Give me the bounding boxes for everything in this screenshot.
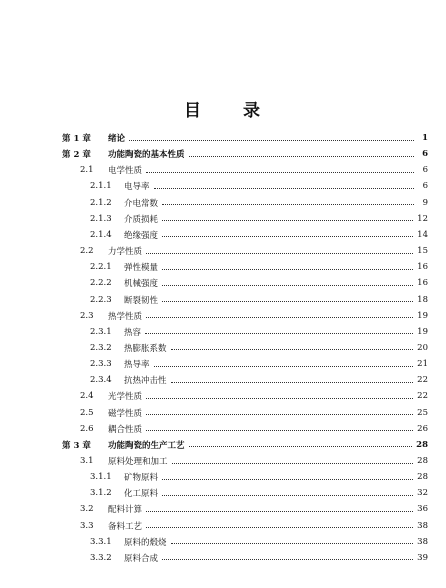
toc-leader-dots: [146, 398, 413, 399]
toc-section-row[interactable]: [80, 421, 428, 437]
toc-entry-label: 热学性质: [108, 311, 143, 322]
toc-title: [0, 96, 446, 121]
toc-entry-page: 26: [417, 423, 428, 434]
toc-entry-label: 原料处理和加工: [108, 457, 168, 467]
toc-leader-dots: [146, 172, 414, 173]
toc-entry-number: 3.3.1: [90, 536, 112, 547]
toc-entry-label: 功能陶瓷的生产工艺: [108, 440, 185, 451]
toc-section-row[interactable]: [90, 356, 428, 372]
toc-leader-dots: [154, 366, 414, 367]
toc-entry-label: 热导率: [124, 360, 150, 371]
toc-entry-page: 36: [417, 504, 428, 515]
toc-entry-page: 22: [417, 391, 428, 402]
toc-leader-dots: [146, 253, 413, 254]
toc-leader-dots: [145, 333, 413, 334]
toc-section-row[interactable]: [90, 469, 428, 485]
toc-entry-number: 3.3: [80, 520, 94, 531]
toc-section-row[interactable]: [90, 534, 428, 550]
toc-entry-label: 原料的煅烧: [124, 537, 167, 548]
toc-entry-number: 2.1.3: [90, 213, 112, 224]
toc-section-row[interactable]: [80, 388, 428, 404]
toc-entry-number: 2.5: [80, 407, 94, 418]
toc-leader-dots: [154, 188, 414, 189]
toc-entry-label: 备料工艺: [108, 521, 143, 532]
toc-leader-dots: [189, 156, 414, 157]
toc-leader-dots: [162, 559, 413, 560]
toc-entry-label: 原料合成: [124, 553, 159, 564]
toc-section-row[interactable]: [90, 550, 428, 566]
toc-leader-dots: [171, 382, 414, 383]
toc-section-row[interactable]: [80, 162, 428, 178]
toc-entry-label: 矿物原料: [124, 473, 159, 484]
toc-title-right: 录: [243, 101, 262, 121]
toc-entry-number: 第 1 章: [62, 134, 91, 144]
toc-leader-dots: [171, 349, 414, 350]
toc-entry-label: 抗热冲击性: [124, 376, 167, 387]
toc-entry-page: 9: [422, 197, 428, 208]
toc-section-row[interactable]: [80, 243, 428, 259]
toc-leader-dots: [162, 301, 413, 302]
toc-entry-number: 2.1.1: [90, 181, 112, 192]
toc-entry-page: 28: [417, 472, 428, 483]
toc-entry-page: 6: [422, 165, 428, 176]
toc-leader-dots: [162, 220, 413, 221]
toc-leader-dots: [162, 285, 413, 286]
toc-leader-dots: [162, 204, 414, 205]
toc-entry-page: 1: [422, 133, 428, 143]
toc-entry-number: 2.1.4: [90, 229, 112, 240]
toc-section-row[interactable]: [90, 485, 428, 501]
toc-entry-number: 2.2.2: [90, 278, 112, 289]
toc-title-left: 目: [184, 101, 203, 121]
toc-entry-page: 28: [417, 456, 428, 466]
toc-entry-label: 耦合性质: [108, 424, 143, 435]
toc-entry-label: 介质损耗: [124, 214, 159, 225]
toc-entry-number: 2.2.3: [90, 294, 112, 305]
toc-entry-page: 16: [417, 278, 428, 289]
toc-section-row[interactable]: [80, 453, 428, 469]
toc-section-row[interactable]: [80, 501, 428, 517]
toc-entry-number: 第 2 章: [62, 150, 91, 161]
toc-leader-dots: [146, 527, 413, 528]
toc-entry-number: 2.2: [80, 246, 94, 257]
toc-leader-dots: [189, 446, 413, 447]
toc-section-row[interactable]: [90, 227, 428, 243]
toc-section-row[interactable]: [90, 211, 428, 227]
toc-entry-number: 第 3 章: [62, 440, 91, 451]
toc-entry-page: 18: [417, 294, 428, 305]
toc-entry-number: 2.1: [80, 165, 94, 176]
toc-section-row[interactable]: [80, 308, 428, 324]
toc-leader-dots: [129, 140, 414, 141]
toc-entry-label: 热容: [124, 327, 142, 338]
toc-leader-dots: [146, 414, 413, 415]
toc-entry-number: 3.2: [80, 504, 94, 515]
toc-leader-dots: [172, 463, 414, 464]
toc-section-row[interactable]: [90, 324, 428, 340]
toc-entry-page: 12: [417, 213, 428, 224]
toc-entry-label: 电导率: [124, 182, 150, 193]
toc-entry-page: 6: [422, 181, 428, 192]
toc-entry-number: 2.1.2: [90, 197, 112, 208]
toc-leader-dots: [162, 269, 413, 270]
toc-entry-page: 38: [417, 520, 428, 531]
toc-leader-dots: [146, 511, 413, 512]
toc-entry-page: 28: [416, 439, 428, 450]
toc-entry-label: 电学性质: [108, 166, 143, 177]
toc-entry-number: 2.3.1: [90, 326, 112, 337]
toc-section-row[interactable]: [80, 518, 428, 534]
toc-entry-label: 磁学性质: [108, 408, 143, 419]
toc-entry-number: 2.3.3: [90, 359, 112, 370]
toc-entry-label: 断裂韧性: [124, 295, 159, 306]
toc-entry-label: 弹性模量: [124, 263, 159, 274]
toc-entry-page: 19: [417, 310, 428, 321]
toc-entry-label: 配料计算: [108, 505, 143, 516]
toc-leader-dots: [162, 236, 413, 237]
toc-entry-page: 19: [417, 326, 428, 337]
toc-section-row[interactable]: [90, 292, 428, 308]
toc-chapter-row[interactable]: [62, 146, 428, 162]
toc-entry-page: 22: [417, 375, 428, 386]
toc-entry-label: 功能陶瓷的基本性质: [108, 150, 185, 161]
toc-entry-label: 介电常数: [124, 198, 159, 209]
toc-leader-dots: [146, 430, 413, 431]
toc-entry-label: 绪论: [108, 134, 126, 144]
toc-entry-number: 2.3.4: [90, 375, 112, 386]
toc-entry-page: 32: [417, 488, 428, 499]
toc-section-row[interactable]: [90, 178, 428, 194]
toc-section-row[interactable]: [90, 259, 428, 275]
toc-chapter-row[interactable]: [62, 437, 428, 453]
toc-entry-number: 2.3: [80, 310, 94, 321]
toc-entry-label: 化工原料: [124, 489, 159, 500]
toc-entry-label: 光学性质: [108, 392, 143, 403]
toc-entry-page: 25: [417, 407, 428, 418]
toc-entry-page: 21: [417, 359, 428, 370]
toc-entry-page: 39: [417, 552, 428, 563]
toc-entry-number: 2.6: [80, 423, 94, 434]
toc-entry-page: 38: [417, 536, 428, 547]
toc-section-row[interactable]: [90, 340, 428, 356]
toc-entry-label: 热膨胀系数: [124, 343, 167, 354]
toc-entry-page: 16: [417, 262, 428, 273]
toc-leader-dots: [146, 317, 413, 318]
toc-leader-dots: [162, 495, 413, 496]
toc-entry-page: 20: [417, 342, 428, 353]
toc-entry-number: 2.3.2: [90, 342, 112, 353]
toc-entry-number: 3.1.1: [90, 472, 112, 483]
toc-entry-page: 14: [417, 229, 428, 240]
toc-leader-dots: [171, 543, 414, 544]
toc-section-row[interactable]: [80, 405, 428, 421]
toc-entry-label: 力学性质: [108, 247, 143, 258]
toc-section-row[interactable]: [90, 275, 428, 291]
toc-section-row[interactable]: [90, 195, 428, 211]
toc-entry-page: 15: [417, 246, 428, 257]
toc-entry-page: 6: [422, 149, 428, 160]
toc-entry-number: 3.1: [80, 456, 94, 466]
toc-chapter-row[interactable]: [62, 130, 428, 146]
toc-entry-number: 2.4: [80, 391, 94, 402]
toc-entry-number: 2.2.1: [90, 262, 112, 273]
toc-entry-number: 3.3.2: [90, 552, 112, 563]
toc-entry-label: 绝缘强度: [124, 230, 159, 241]
toc-section-row[interactable]: [90, 372, 428, 388]
toc-leader-dots: [162, 479, 413, 480]
toc-entry-number: 3.1.2: [90, 488, 112, 499]
toc-entry-label: 机械强度: [124, 279, 159, 290]
